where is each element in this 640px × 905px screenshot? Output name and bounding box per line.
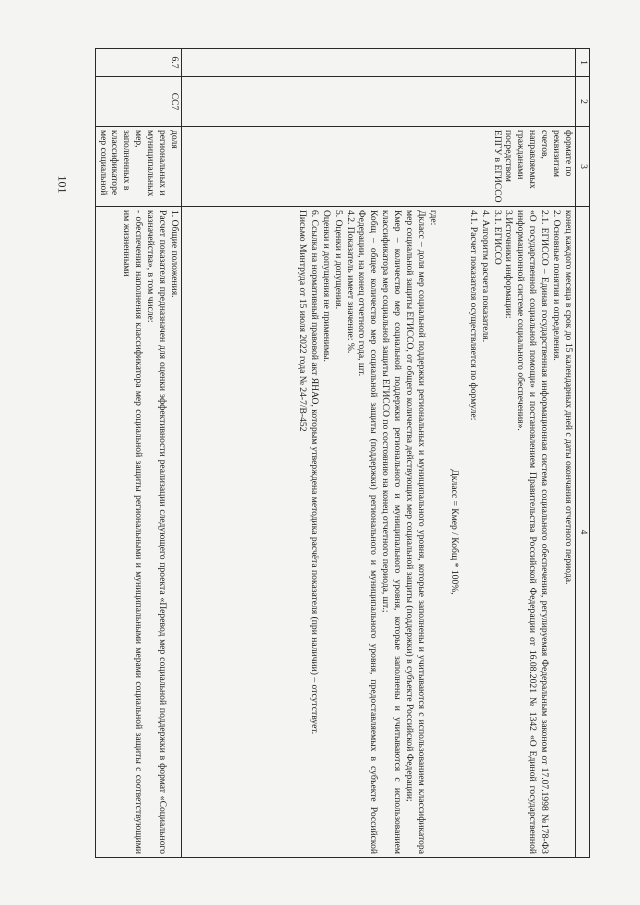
method-line: Расчет показателя предназначен для оценки эффективности реализации следующего проекта «Перевод мер социальной поддержки в формат «Социального казначейства», в том числе: [145, 210, 169, 854]
header-col-4: 4 [576, 207, 590, 858]
method-line: Кобщ – общее количество мер социальной защиты (поддержки) регионального и муниципального уровня, предоставляемых в субъекте Российской Федерации, на конец отчетного года, шт. [356, 210, 380, 854]
code-cell [182, 77, 576, 127]
table-row [182, 49, 576, 858]
method-description-cell [95, 207, 181, 858]
method-line: 4.1. Расчет показателя осуществляется по формуле: [467, 210, 479, 421]
method-line: 2.1. ЕГИССО – Единая государственная информационная система социального обеспечения, регулируемая Федеральным законом от 17.07.1998 №178-ФЗ «О государственной социальной помощи» и постановлением Правительства Российской Федерации от 16.08.2021 № 1342 «О Единой государственной информационной системе социального обеспечения». [515, 210, 551, 854]
header-col-2: 2 [576, 77, 590, 127]
method-line: 3.Источники информации: [503, 210, 515, 319]
method-line: 4.2. Показатель имеет значение: %. [344, 210, 356, 354]
method-line: - обеспечения наполнения классификатора мер социальной защиты региональными и муниципальными мерами социальной защиты с соответствующими им жизненными [121, 210, 145, 854]
method-line: Письмо Минтруда от 15 июля 2022 года № 24-7/В-452 [296, 210, 308, 432]
header-col-3: 3 [576, 127, 590, 207]
header-row [576, 49, 590, 858]
method-line: 5. Оценки и допущения. [332, 210, 344, 310]
method-line: 1. Общие положения. [169, 210, 180, 298]
table-frame [97, 48, 590, 858]
method-line: 3.1. ЕГИССО [491, 210, 503, 265]
header-col-1: 1 [576, 49, 590, 77]
code-cell: СС7 [95, 77, 181, 127]
indicator-name-cell: доля региональных и муниципальных мер, заполненных в классификаторе мер социальной [95, 127, 181, 207]
method-line: 4. Алгоритм расчета показателя. [479, 210, 491, 343]
method-line: Оценки и допущения не применимы. [320, 210, 332, 362]
page-number: 101 [55, 175, 70, 194]
method-line: конец каждого месяца в срок до 15 календарных дней с даты окончания отчетного периода. [563, 210, 574, 585]
method-line: Дкласс – доля мер социальной поддержки региональных и муниципального уровня, которые заполнены и учитываются с использованием классификатора мер социальной защиты ЕГИССО, от общего количества действующих мер социальной защиты (поддержки) в субъекте Российской Федерации; [404, 210, 428, 854]
methodology-table [95, 48, 590, 858]
method-line: где: [427, 210, 439, 226]
method-description-cell [182, 207, 576, 858]
method-line: Кмер – количество мер социальной поддержки регионального и муниципального уровня, которые заполнены и учитываются с использованием классификатора мер социальной защиты ЕГИССО по состоянию на конец отчетного периода, шт.; [380, 210, 404, 854]
indicator-name-cell: формате по реквизитам счетов, направляемых гражданами посредством ЕПГУ в ЕГИССО [182, 127, 576, 207]
formula: Дкласс = Кмер / Кобщ * 100%, [448, 469, 460, 595]
table-row [95, 49, 181, 858]
row-number-cell: 6.7 [95, 49, 181, 77]
method-line: 6. Ссылка на нормативный правовой акт ЯНАО, которым утверждена методика расчёта показателя (при наличии) – отсутствует. [308, 210, 320, 735]
row-number-cell [182, 49, 576, 77]
method-line: 2. Основные понятия и определения. [551, 210, 563, 361]
